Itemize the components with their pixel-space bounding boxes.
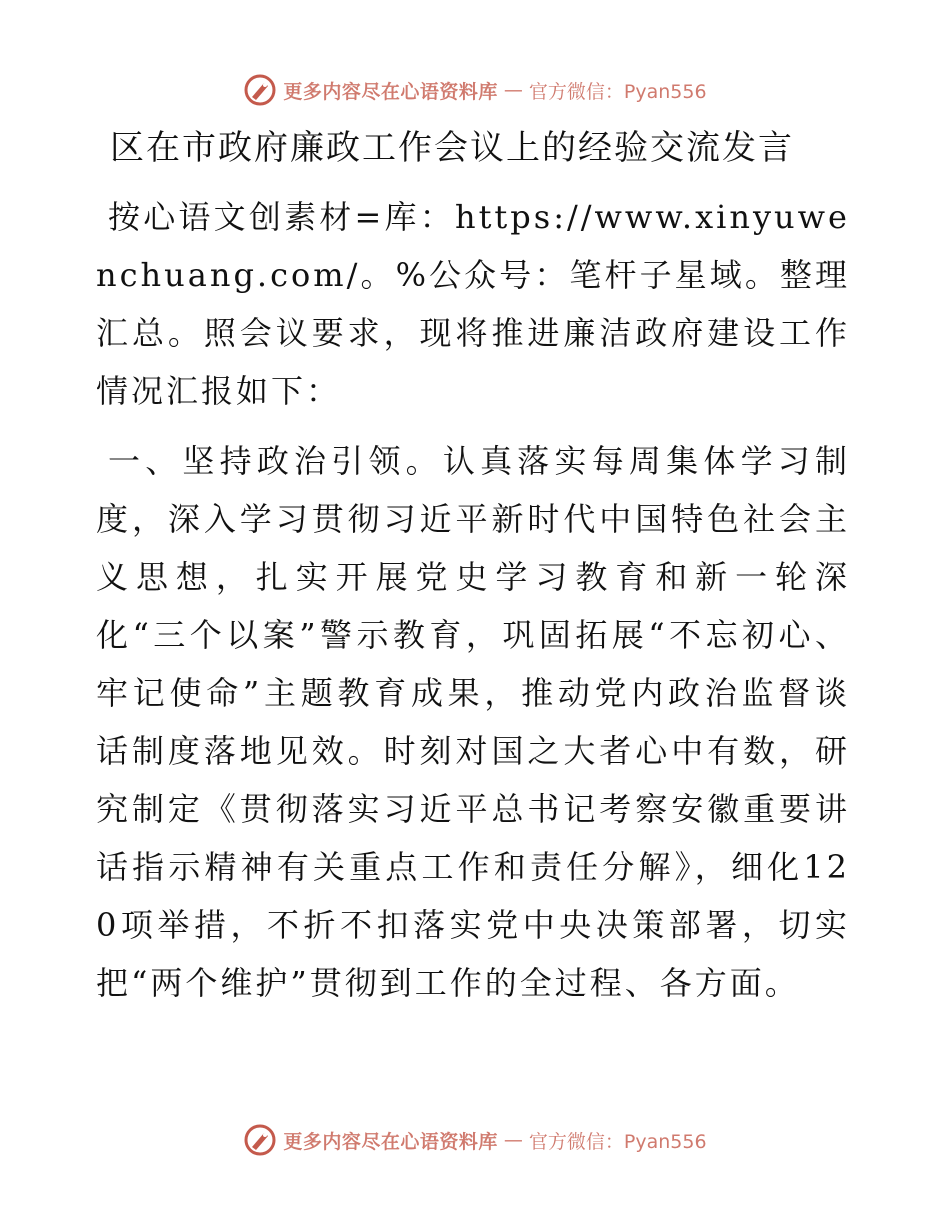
watermark-separator: — [503,79,523,101]
watermark-wechat: 官方微信：Pyan556 [528,1130,707,1153]
watermark-slogan: 更多内容尽在心语资料库 [283,80,498,103]
watermark-wechat: 官方微信：Pyan556 [528,80,707,103]
paragraph-intro: 按心语文创素材=库：https://www.xinyuwenchuang.com/。%公众号：笔杆子星域。整理汇总。照会议要求，现将推进廉洁政府建设工作情况汇报如下： [96,198,850,410]
footer-watermark-banner [0,1120,950,1160]
document-title: 区在市政府廉政工作会议上的经验交流发言 [110,128,794,168]
pen-nib-circle-icon [243,73,277,107]
pen-nib-circle-icon [243,1123,277,1157]
watermark-separator: — [503,1129,523,1151]
header-watermark-banner [0,70,950,110]
watermark-slogan: 更多内容尽在心语资料库 [283,1130,498,1153]
document-body [96,122,850,1024]
paragraph-section-1: 一、坚持政治引领。认真落实每周集体学习制度，深入学习贯彻习近平新时代中国特色社会主义思想，扎实开展党史学习教育和新一轮深化“三个以案”警示教育，巩固拓展“不忘初心、牢记使命”主题教育成果，推动党内政治监督谈话制度落地见效。时刻对国之大者心中有数，研究制定《贯彻落实习近平总书记考察安徽重要讲话指示精神有关重点工作和责任分解》，细化120项举措，不折不扣落实党中央决策部署，切实把“两个维护”贯彻到工作的全过程、各方面。 [96,442,850,1002]
